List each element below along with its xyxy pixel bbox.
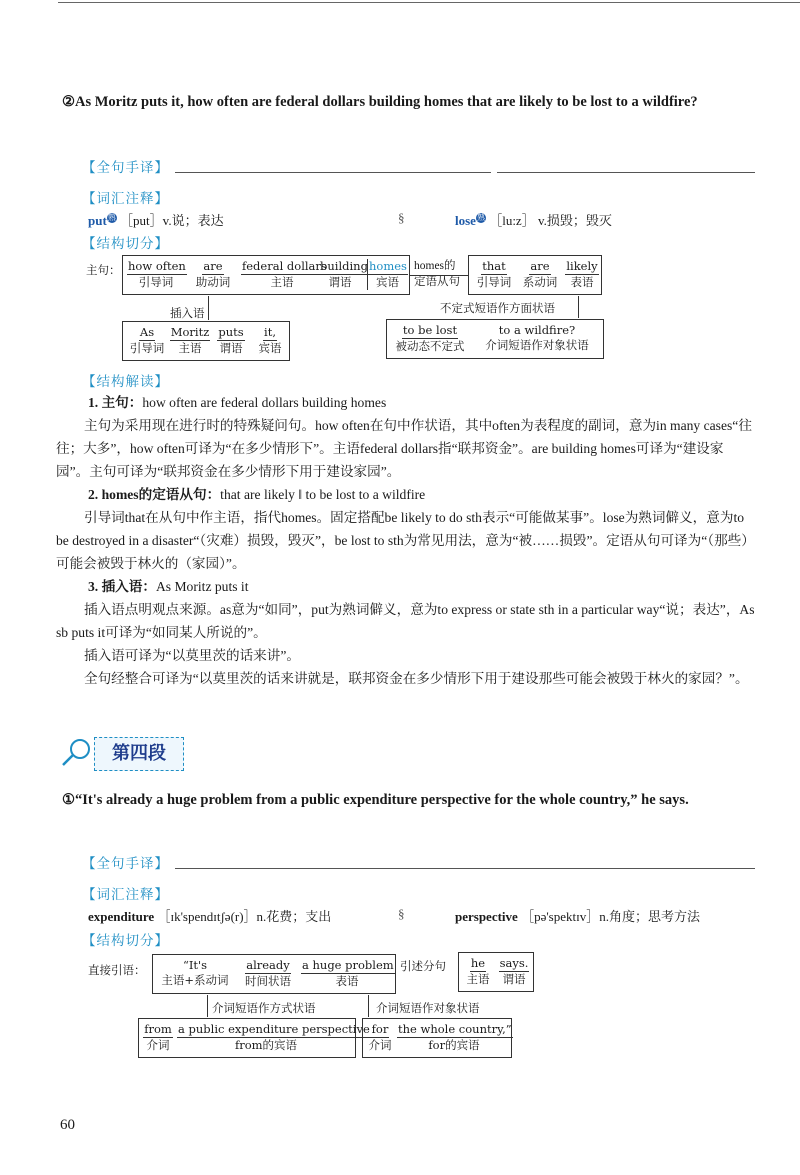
relative-clause-box [468,255,602,295]
word-cell: that 引导词 [476,259,512,289]
word-cell: building 谓语 [320,259,368,289]
relative-clause-label: homes的 定语从句 [414,260,460,288]
reporting-clause-label: 引述分句 [400,961,446,973]
analysis-text: 1. 主句：how often are federal dollars building homes 主句为采用现在进行时的特殊疑问句。how often在句中作状语，其中often为表程度的副词，意为in many cases“往往；大多”，how often可译为“在多少情形下”。主语federal dollars指“联邦资金”。are building homes可译为“建设家园”。主句可译为“联邦资金在多少情形下用于建设家园”。 2. homes的定语从句：that are likely ‖ to be lost to a wildfire 引导词that在从句中作主语，指代homes。固定搭配be likely to do sth表示“可能做某事”。lose为熟词僻义，意为to be destroyed in a disaster“（灾难）损毁，毁灭”，be lost to sth为常见用法，意为“被……损毁”。定语从句可译为“（那些）可能会被毁于林火的（家园）”。 3. 插入语：As Moritz puts it 插入语点明观点来源。as意为“如同”，put为熟词僻义，意为to express or state sth in a particular way“说；表达”，As sb puts it可译为“如同某人所说的”。 插入语可译为“以莫里茨的话来讲”。 全句经整合可译为“以莫里茨的话来讲就是，联邦资金在多少情形下用于建设那些可能会被毁于林火的家园？”。 [56,395,755,686]
word-cell: to be lost 被动态不定式 [395,323,465,353]
page-number: 60 [60,1117,75,1133]
word-cell: he 主语 [466,956,490,986]
infinitive-label: 不定式短语作方面状语 [440,303,555,315]
magnifier-icon [60,737,94,767]
translation-label-2: 【全句手译】 [82,856,169,872]
vocab-label-1: 【词汇注释】 [82,191,169,207]
analysis-label: 【结构解读】 [82,374,169,390]
word-cell: it, 宾语 [258,325,282,355]
insert-box [122,321,290,361]
insert-label: 插入语 [170,308,205,320]
split-label-2: 【结构切分】 [82,933,169,949]
quote-box [152,954,396,994]
vocab-entry-expenditure: expenditure ［ɪk'spendɪtʃə(r)］n.花费；支出 [88,909,332,924]
word-cell: likely 表语 [566,259,598,289]
section-header [60,737,166,771]
vocab-def: ［lu:z］ v.损毁；毁灭 [489,213,612,228]
infinitive-box [386,319,604,359]
split-label-1: 【结构切分】 [82,236,169,252]
vocab-def: ［put］v.说；表达 [120,213,224,228]
pp2-label: 介词短语作对象状语 [376,1003,480,1015]
word-cell: the whole country,” for的宾语 [398,1022,512,1052]
translation-label-1: 【全句手译】 [82,160,169,176]
direct-quote-label: 直接引语： [88,965,146,977]
vocab-label-2: 【词汇注释】 [82,887,169,903]
word-cell: As 引导词 [129,325,165,355]
sentence-2: ①“It's already a huge problem from a public expenditure perspective for the whole country,” he says. [62,792,689,808]
vocab-entry-put [88,210,224,229]
arrow-line [207,995,208,1017]
word-cell: from 介词 [144,1022,172,1052]
vocab-entry-lose [455,210,612,229]
vocab-word: put [88,213,107,228]
word-cell: how often 引导词 [128,259,186,289]
word-cell: a huge problem 表语 [302,958,394,988]
word-cell: says. 谓语 [499,956,529,986]
word-cell: are 系动词 [522,259,558,289]
word-cell-highlight: homes 宾语 [369,259,407,289]
word-cell: Moritz 主语 [170,325,210,355]
pp1-label: 介词短语作方式状语 [212,1003,316,1015]
word-cell: federal dollars 主语 [242,259,327,289]
star-icon: 熟 [476,212,485,222]
word-cell: already 时间状语 [245,958,291,988]
reporting-box [458,952,534,992]
word-cell: to a wildfire? 介词短语作对象状语 [485,323,589,352]
word-cell: puts 谓语 [218,325,244,355]
arrow-line [410,275,468,276]
star-icon: 熟 [107,212,116,222]
separator-icon: § [398,210,405,225]
word-cell: “It's 主语+系动词 [161,958,229,987]
word-cell: are 助动词 [195,259,231,289]
translation-line-2 [175,868,755,869]
arrow-line [578,296,579,318]
vocab-word: lose [455,213,476,228]
separator-icon: § [398,906,405,921]
translation-line-1b [497,172,755,173]
main-clause-box [122,255,410,295]
vocab-entry-perspective: perspective ［pə'spektɪv］n.角度；思考方法 [455,909,700,924]
pp2-box [362,1018,512,1058]
top-rule [58,2,800,3]
sentence-1: ②As Moritz puts it, how often are federal dollars building homes that are likely to be lost to a wildfire? [62,94,698,110]
pp1-box [138,1018,370,1058]
main-clause-label: 主句： [86,265,121,277]
word-cell: a public expenditure perspective from的宾语 [178,1022,370,1052]
section-title: 第四段 [94,737,184,771]
arrow-line [208,296,209,320]
translation-line-1a [175,172,491,173]
word-cell: for 介词 [368,1022,392,1052]
arrow-line [368,995,369,1017]
